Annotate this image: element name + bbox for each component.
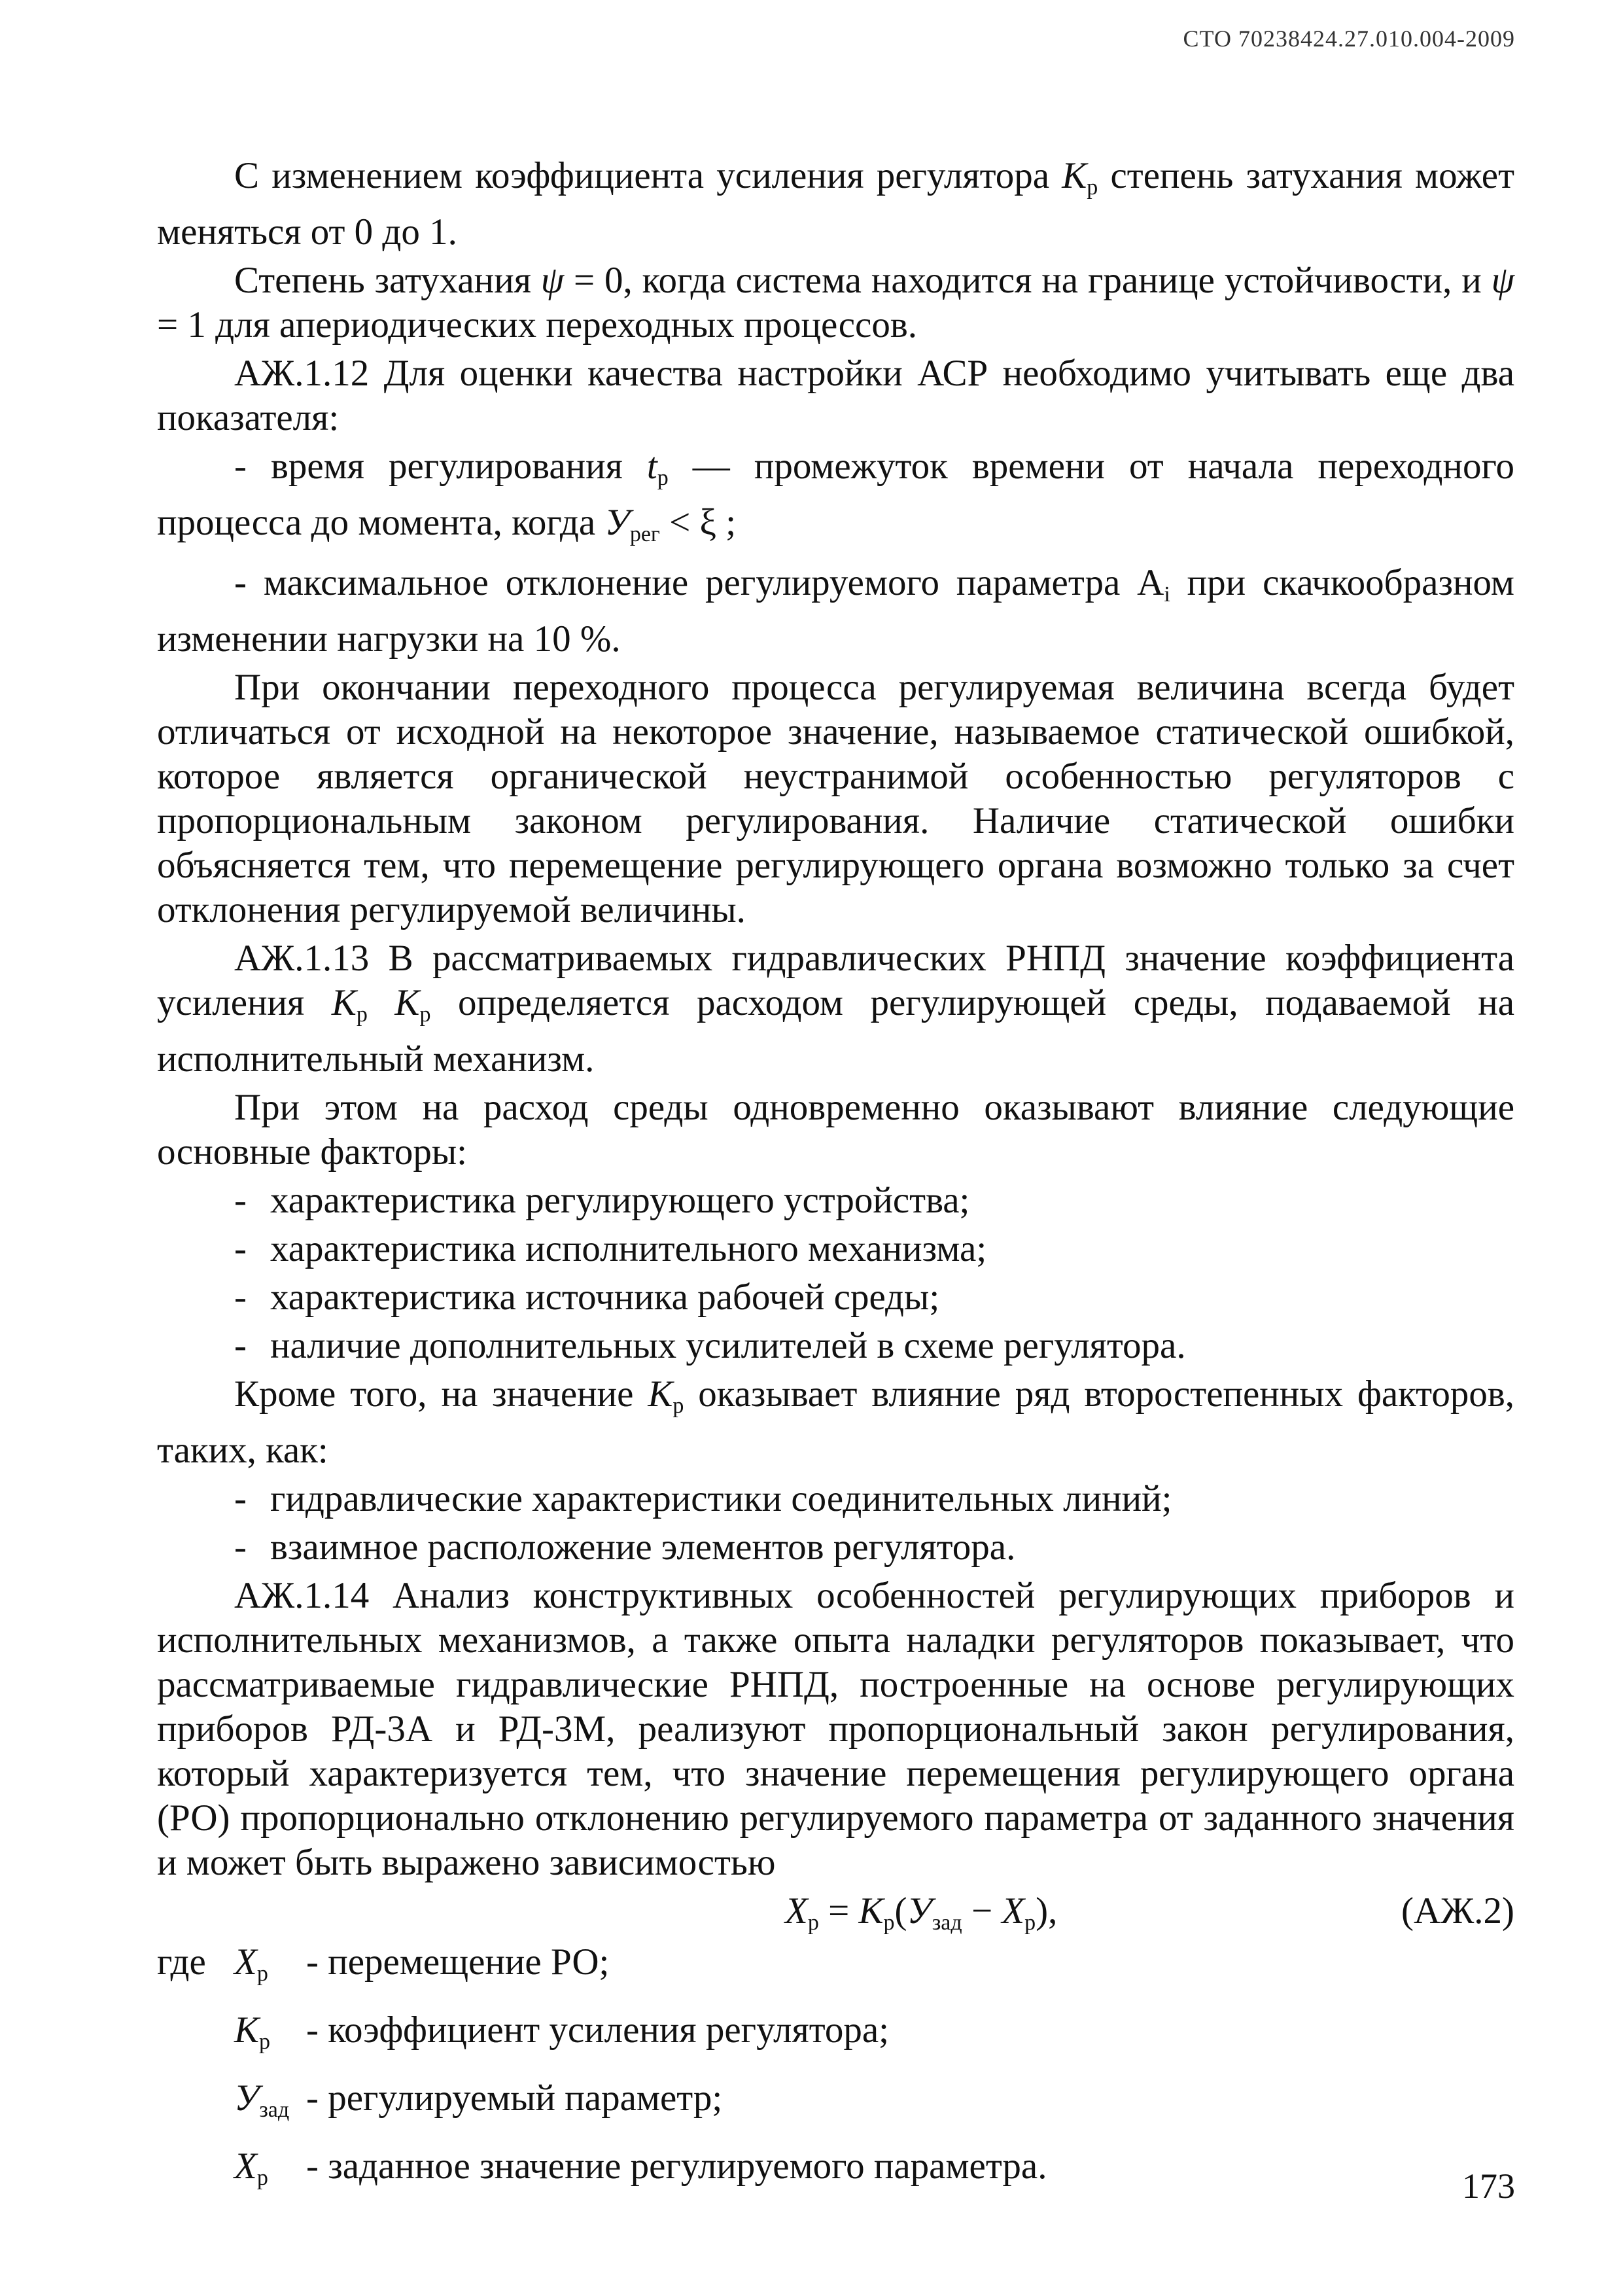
symbol-y: У [604,502,630,543]
subscript: i [1164,582,1170,607]
where-item: $X_р$ - заданное значение регулируемого параметра. [234,2146,1047,2190]
secondary-factors-list [157,1477,1514,1570]
factors-list [157,1178,1514,1368]
formula: $X_р = K_р(У_{зад} - X_р)$, [785,1890,1058,1935]
page-number: 173 [1462,2166,1515,2206]
symbol-k: K [1062,155,1087,196]
subscript: p [657,466,669,490]
symbol-a: A [1137,562,1164,603]
paragraph-factors-intro: При этом на расход среды одновременно оказывают влияние следующие основные факторы: [157,1087,1514,1173]
list-item: - характеристика регулирующего устройства; [234,1180,970,1221]
where-item: где $X_р$ - перемещение РО; [157,1941,610,1986]
symbol-k: K [648,1373,673,1415]
where-item: $K_р$ - коэффициент усиления регулятора; [234,2009,890,2054]
paragraph-secondary-factors: Кроме того, на значение $K_р$ оказывает влияние ряд второстепенных факторов, таких, как: [157,1373,1514,1471]
symbol-k: K [331,982,357,1023]
subscript: р [356,1002,368,1027]
paragraph-1-12: АЖ.1.12 Для оценки качества настройки АСР необходимо учитывать еще два показателя: [157,353,1514,438]
paragraph-gain-range: С изменением коэффициента усиления регулятора $K_р$ степень затухания может меняться от 0 до 1. [157,155,1514,253]
subscript: рег [629,522,660,546]
list-item: - характеристика источника рабочей среды; [234,1277,940,1318]
where-item: $У_{зад}$ - регулируемый параметр; [234,2077,723,2122]
symbol-t: t [646,446,657,487]
paragraph-1-13: АЖ.1.13 В рассматриваемых гидравлических РНПД значение коэффициента усиления $K_р$ $K_р$ определяется расходом регулирующей среды, подаваемой на исполнительный механизм. [157,938,1514,1080]
list-item-max-deviation: - максимальное отклонение регулируемого параметра $A_i$ при скачкообразном изменении нагрузки на 10 %. [157,562,1514,660]
list-item: - гидравлические характеристики соединительных линий; [234,1478,1172,1519]
paragraph-1-14: АЖ.1.14 Анализ конструктивных особенностей регулирующих приборов и исполнительных механизмов, а также опыта наладки регуляторов показывает, что рассматриваемые гидравлические РНПД, построенные на основе регулирующих приборов РД-3А и РД-3М, реализуют пропорциональный закон регулирования, который характеризуется тем, что значение перемещения регулирующего органа (РО) пропорционально отклонению регулируемого параметра от заданного значения и может быть выражено зависимостью [157,1575,1514,1883]
list-item: - взаимное расположение элементов регулятора. [234,1527,1016,1568]
list-item: - наличие дополнительных усилителей в схеме регулятора. [234,1325,1186,1366]
page-body [157,154,1514,2212]
subscript: р [1087,175,1098,200]
symbol-psi: ψ [540,260,565,301]
subscript: р [672,1394,684,1418]
symbol-psi: ψ [1491,260,1514,301]
where-list [157,1940,1514,2200]
equation-number: (АЖ.2) [1401,1890,1514,1932]
document-code: СТО 70238424.27.010.004-2009 [1183,26,1515,52]
equation-azh-2 [157,1889,1514,1936]
paragraph-static-error: При окончании переходного процесса регулируемая величина всегда будет отличаться от исходной на некоторое значение, называемое статической ошибкой, которое является органической неустранимой особенностью регуляторов с пропорциональным законом регулирования. Наличие статической ошибки объясняется тем, что перемещение регулирующего органа возможно только за счет отклонения регулируемой величины. [157,667,1514,930]
paragraph-damping: Степень затухания ψ = 0, когда система находится на границе устойчивости, и ψ = 1 для апериодических переходных процессов. [157,260,1514,345]
where-label: где [157,1941,206,1983]
list-item-regulation-time: - время регулирования $t_p$ — промежуток времени от начала переходного процесса до момента, когда $У_{рег} < \xi$ ; [157,446,1514,546]
subscript: р [419,1002,431,1027]
symbol-k: K [394,982,420,1023]
list-item: - характеристика исполнительного механизма; [234,1228,987,1269]
